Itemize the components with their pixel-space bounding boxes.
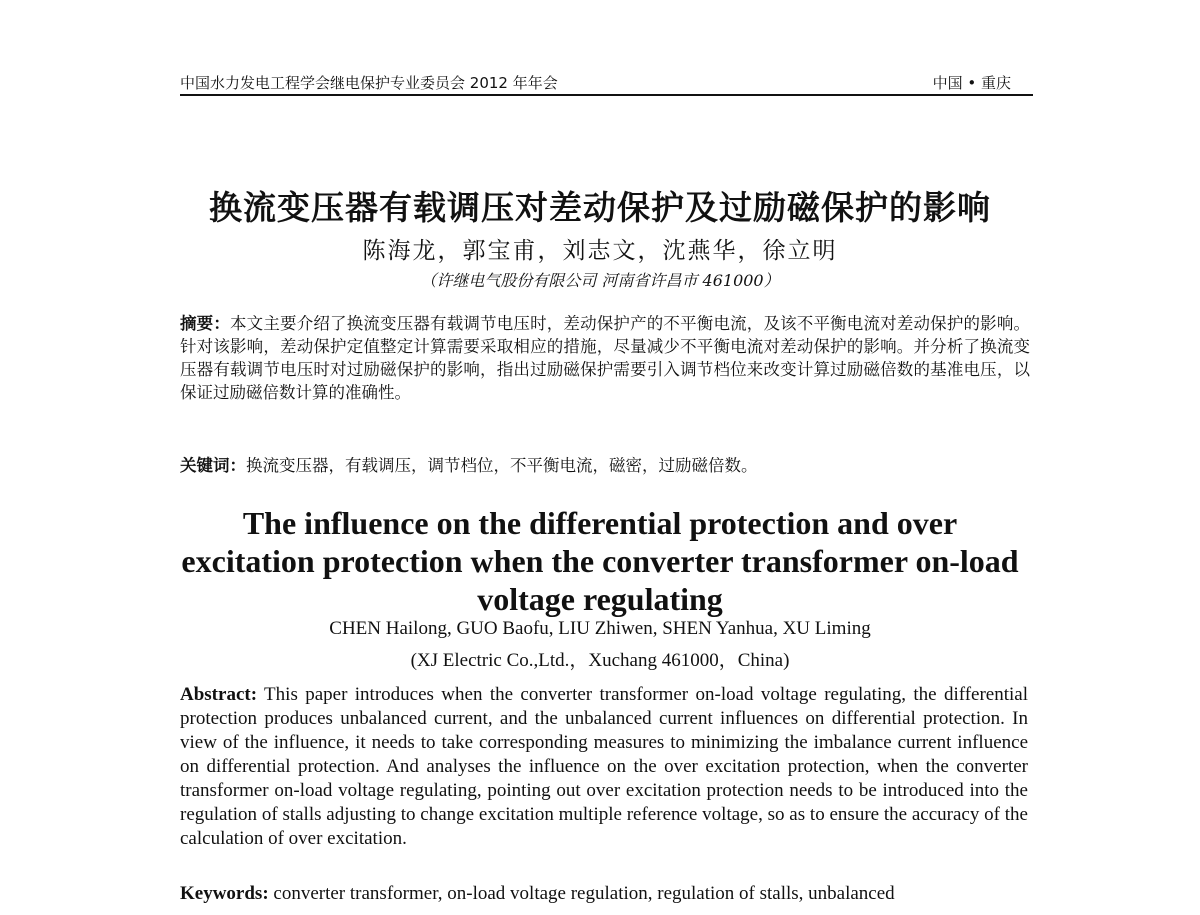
- chinese-authors: 陈海龙，郭宝甫，刘志文，沈燕华，徐立明: [362, 238, 838, 264]
- english-abstract-label: Abstract:: [180, 684, 258, 705]
- chinese-abstract-label: 摘要：: [180, 314, 231, 333]
- english-title: [0, 504, 1200, 618]
- english-affiliation: (XJ Electric Co.,Ltd.，Xuchang 461000，China): [410, 650, 790, 671]
- chinese-keywords-text: 换流变压器，有载调压，调节档位，不平衡电流，磁密，过励磁倍数。: [246, 456, 758, 475]
- english-title-line-3: voltage regulating: [477, 581, 723, 617]
- english-abstract: [180, 683, 1028, 851]
- chinese-title: 换流变压器有载调压对差动保护及过励磁保护的影响: [209, 188, 991, 227]
- chinese-abstract-text: 本文主要介绍了换流变压器有载调节电压时，差动保护产的不平衡电流，及该不平衡电流对差动保护的影响。针对该影响，差动保护定值整定计算需要采取相应的措施，尽量减少不平衡电流对差动保护的影响。并分析了换流变压器有载调节电压时对过励磁保护的影响，指出过励磁保护需要引入调节档位来改变计算过励磁倍数的基准电压，以保证过励磁倍数计算的准确性。: [180, 314, 1031, 402]
- conference-name: 中国水力发电工程学会继电保护专业委员会 2012 年年会: [180, 74, 558, 92]
- conference-location: 中国 • 重庆: [932, 74, 1011, 92]
- english-title-line-2: excitation protection when the converter transformer on-load: [181, 543, 1019, 579]
- english-abstract-text: This paper introduces when the converter transformer on-load voltage regulating, the differential protection produces unbalanced current, and the unbalanced current influences on differential protection. In view of the influence, it needs to take corresponding measures to minimizing the imbalance current influence on differential protection. And analyses the influence on the over excitation protection, when the converter transformer on-load voltage regulating, pointing out over excitation protection needs to be introduced into the regulation of stalls adjusting to change excitation multiple reference voltage, so as to ensure the accuracy of the calculation of over excitation.: [180, 684, 1028, 849]
- english-title-line-1: The influence on the differential protection and over: [242, 505, 958, 541]
- chinese-affiliation: （许继电气股份有限公司 河南省许昌市 461000）: [420, 271, 780, 290]
- english-authors: CHEN Hailong, GUO Baofu, LIU Zhiwen, SHEN Yanhua, XU Liming: [329, 618, 871, 639]
- chinese-keywords-label: 关键词：: [180, 456, 246, 475]
- running-header: [180, 70, 1033, 96]
- chinese-abstract: [180, 312, 1030, 404]
- chinese-keywords: [180, 454, 1030, 477]
- english-keywords-label: Keywords:: [180, 883, 269, 904]
- english-keywords-text: converter transformer, on-load voltage regulation, regulation of stalls, unbalanced: [268, 883, 895, 904]
- english-keywords: [180, 882, 1028, 906]
